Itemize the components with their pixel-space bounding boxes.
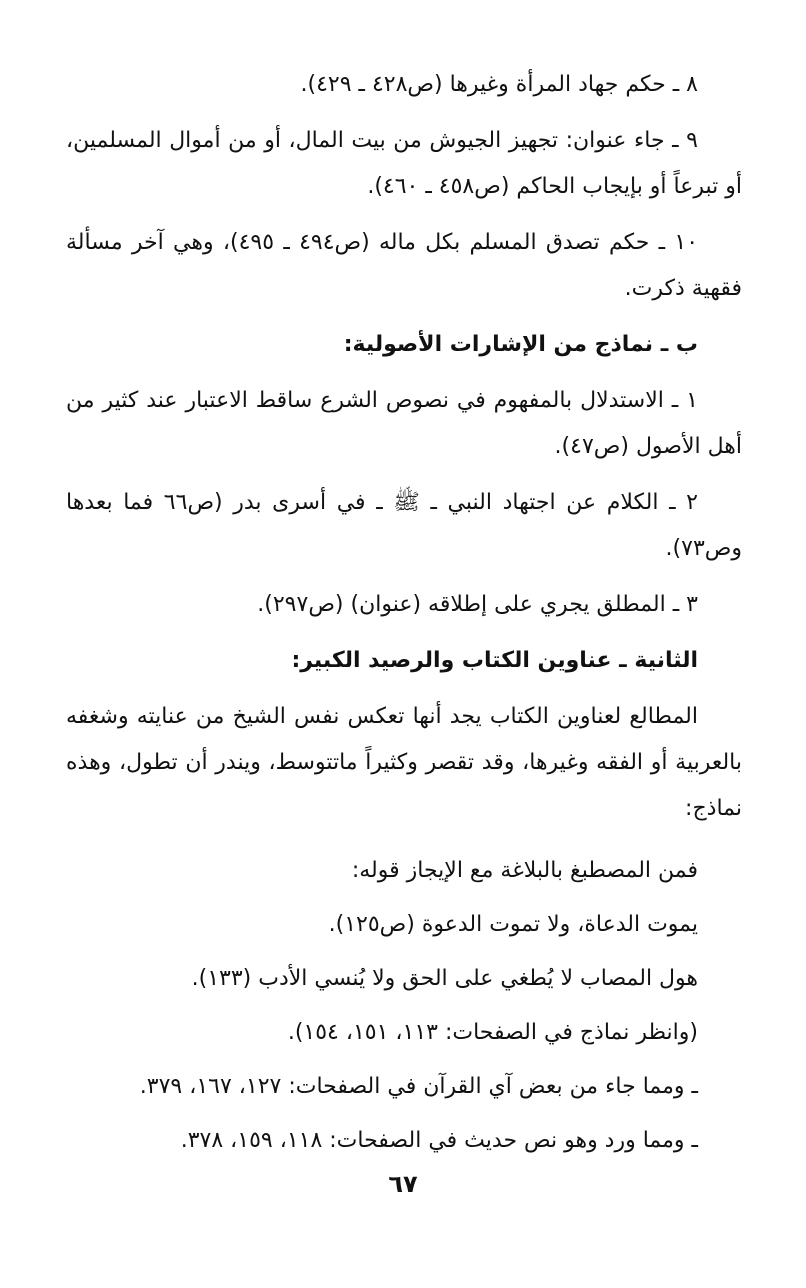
section-b-heading: ب ـ نماذج من الإشارات الأصولية: [343,332,698,357]
section-b-item-3 [66,582,742,628]
item-10-line-1: ١٠ ـ حكم تصدق المسلم بكل ماله (ص٤٩٤ ـ ٤٩٥)، وهي آخر مسألة [66,230,699,255]
section-second-line-1: المطالع لعناوين الكتاب يجد أنها تعكس نفس الشيخ من عنايته وشغفه [66,704,698,729]
item-10-line-2: فقهية ذكرت. [624,276,742,301]
example-2: هول المصاب لا يُطغي على الحق ولا يُنسي الأدب (١٣٣). [191,966,698,991]
item-9-line-1: ٩ ـ جاء عنوان: تجهيز الجيوش من بيت المال، أو من أموال المسلمين، [66,128,698,153]
section-b-item-1 [66,378,742,470]
item-9-line-2: أو تبرعاً أو بإيجاب الحاكم (ص٤٥٨ ـ ٤٦٠). [367,174,742,199]
section-b-item-3-text: ٣ ـ المطلق يجري على إطلاقه (عنوان) (ص٢٩٧). [257,592,698,617]
example-4: ـ ومما جاء من بعض آي القرآن في الصفحات: ١٢٧، ١٦٧، ٣٧٩. [139,1074,698,1099]
section-b-item-2 [66,480,742,572]
example-5: ـ ومما ورد وهو نص حديث في الصفحات: ١١٨، ١٥٩، ٣٧٨. [180,1128,698,1153]
example-3: (وانظر نماذج في الصفحات: ١١٣، ١٥١، ١٥٤). [287,1020,698,1045]
list-item-9 [66,118,742,210]
list-item-8 [66,62,742,108]
section-b-item-1-line-2: أهل الأصول (ص٤٧). [554,434,742,459]
section-second-heading: الثانية ـ عناوين الكتاب والرصيد الكبير: [291,648,698,673]
section-second-paragraph [66,694,742,832]
section-b-item-2-line-1: ٢ ـ الكلام عن اجتهاد النبي ـ ﷺ ـ في أسرى بدر (ص٦٦ فما بعدها [66,490,698,515]
page-body [66,62,742,1168]
item-8-text: ٨ ـ حكم جهاد المرأة وغيرها (ص٤٢٨ ـ ٤٢٩). [300,72,698,97]
list-item-10 [66,220,742,312]
section-second-line-3: نماذج: [685,796,742,821]
page-number: ٦٧ [388,1170,418,1198]
examples-block [66,844,742,1168]
section-b-item-1-line-1: ١ ـ الاستدلال بالمفهوم في نصوص الشرع ساقط الاعتبار عند كثير من [66,388,698,413]
section-second-heading-block [66,638,742,684]
section-second-line-2: بالعربية أو الفقه وغيرها، وقد تقصر وكثيراً ماتتوسط، ويندر أن تطول، وهذه [66,750,742,775]
section-b-heading-block [66,322,742,368]
examples-intro: فمن المصطبغ بالبلاغة مع الإيجاز قوله: [351,858,698,883]
example-1: يموت الدعاة، ولا تموت الدعوة (ص١٢٥). [328,912,698,937]
section-b-item-2-line-2: وص٧٣). [665,536,742,561]
